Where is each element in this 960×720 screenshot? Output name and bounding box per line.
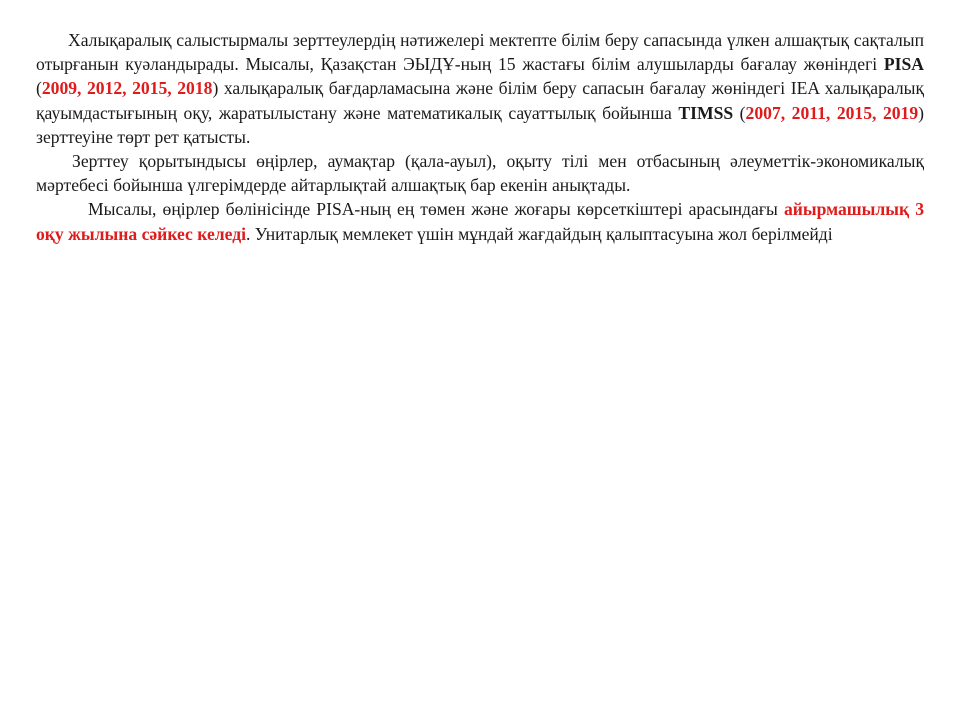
paragraph3-text-a: Мысалы, өңірлер бөлінісінде PISA-ның ең төмен және жоғары көрсеткіштері арасындағы bbox=[88, 199, 784, 220]
timss-years: 2007, 2011, 2015, 2019 bbox=[745, 102, 919, 123]
paragraph1-text-c: ) зерттеуіне төрт рет қатысты. bbox=[36, 102, 924, 147]
paragraph1-open-paren-2: ( bbox=[733, 102, 746, 123]
paragraph1-text-b: ) халықаралық бағдарламасына және білім беру сапасын бағалау жөніндегі IEA халықаралық қауымдастығының оқу, жаратылыстану және математикалық сауаттылық бойынша bbox=[36, 78, 924, 123]
slide-content bbox=[36, 28, 924, 246]
paragraph3-text-b: . Унитарлық мемлекет үшін мұндай жағдайдың қалыптасуына жол берілмейді bbox=[246, 223, 833, 244]
paragraph2-text: Зерттеу қорытындысы өңірлер, аумақтар (қала-ауыл), оқыту тілі мен отбасының әлеуметтік-экономикалық мәртебесі бойынша үлгерімдерде айтарлықтай алшақтық бар екенін анықтады. bbox=[36, 151, 924, 196]
pisa-years: 2009, 2012, 2015, 2018 bbox=[41, 78, 213, 99]
paragraph1-open-paren-1: ( bbox=[36, 78, 42, 99]
paragraph-regional-gap bbox=[36, 197, 924, 245]
paragraph-study-results bbox=[36, 149, 924, 197]
paragraph-international-studies bbox=[36, 28, 924, 149]
paragraph1-text-a: Халықаралық салыстырмалы зерттеулердің нәтижелері мектепте білім беру сапасында үлкен алшақтық сақталып отырғанын куәландырады. Мысалы, Қазақстан ЭЫДҰ-ның 15 жастағы білім алушыларды бағалау жөніндегі bbox=[36, 30, 924, 75]
timss-label: TIMSS bbox=[678, 102, 734, 123]
pisa-label: PISA bbox=[883, 54, 924, 75]
gap-highlight: айырмашылық 3 оқу жылына сәйкес келеді bbox=[36, 199, 924, 244]
